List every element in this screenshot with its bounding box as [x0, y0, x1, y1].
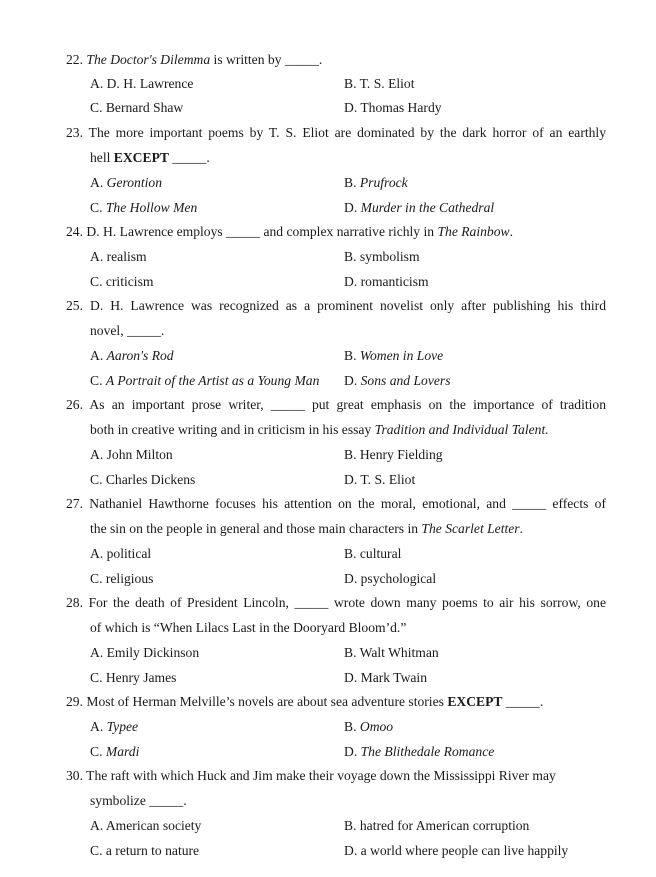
question-22-option-b [344, 76, 415, 92]
question-26-option-d [344, 472, 415, 488]
question-number: 25. [66, 298, 83, 313]
text-run: the sin on the people in general and those main characters in [90, 521, 422, 536]
text-run: A. American society [90, 818, 202, 833]
text-run: A. [90, 719, 107, 734]
text-run: is written by _____. [210, 52, 323, 67]
text-run: both in creative writing and in criticism in his essay [90, 422, 375, 437]
question-22-option-d [344, 100, 442, 116]
text-run: A. Emily Dickinson [90, 645, 200, 660]
question-25-option-a [90, 348, 174, 364]
text-run: B. hatred for American corruption [344, 818, 530, 833]
question-23-option-b [344, 175, 408, 191]
text-run: B. symbolism [344, 249, 420, 264]
text-run: B. [344, 348, 360, 363]
question-27-option-d [344, 571, 436, 587]
question-23-text-line [90, 150, 606, 166]
text-run: . [509, 224, 513, 239]
text-run: D. romanticism [344, 274, 429, 289]
text-run: C. a return to nature [90, 843, 200, 858]
text-run: B. T. S. Eliot [344, 76, 415, 91]
text-run: C. Henry James [90, 670, 177, 685]
text-run: C. [90, 373, 106, 388]
question-25-option-d [344, 373, 451, 389]
question-23-option-c [90, 200, 197, 216]
question-30-option-d [344, 843, 568, 859]
text-run: For the death of President Lincoln, _____ wrote down many poems to air his sorrow, one [88, 595, 606, 610]
text-run: _____. [502, 694, 544, 709]
text-run: Typee [106, 719, 139, 734]
text-run: hell [90, 150, 114, 165]
question-25-text-line [66, 298, 606, 314]
text-run: Most of Herman Melville’s novels are about sea adventure stories [86, 694, 448, 709]
text-run: . [519, 521, 523, 536]
text-run: D. a world where people can live happily [344, 843, 569, 858]
question-22-option-a [90, 76, 193, 92]
question-29-option-b [344, 719, 393, 735]
text-run: C. [90, 744, 106, 759]
question-25-option-c [90, 373, 319, 389]
question-number: 24. [66, 224, 83, 239]
question-29-option-a [90, 719, 138, 735]
question-26-option-a [90, 447, 173, 463]
text-run: D. [344, 744, 361, 759]
question-29-text-line [66, 694, 606, 710]
question-22-text-line [66, 52, 606, 68]
text-run: symbolize _____. [90, 793, 187, 808]
text-run: EXCEPT [447, 694, 503, 709]
text-run: D. Mark Twain [344, 670, 427, 685]
text-run: D. T. S. Eliot [344, 472, 416, 487]
question-24-text-line [66, 224, 606, 240]
text-run: A Portrait of the Artist as a Young Man [105, 373, 320, 388]
text-run: Aaron's Rod [106, 348, 174, 363]
question-27-option-c [90, 571, 153, 587]
question-23-text-line [66, 125, 606, 141]
text-run: C. religious [90, 571, 154, 586]
text-run: B. [344, 175, 360, 190]
text-run: A. realism [90, 249, 147, 264]
question-26-text-line [66, 397, 606, 413]
text-run: D. H. Lawrence was recognized as a prominent novelist only after publishing his third [90, 298, 606, 313]
question-24-option-b [344, 249, 420, 265]
text-run: Women in Love [359, 348, 444, 363]
question-28-option-d [344, 670, 427, 686]
question-27-option-b [344, 546, 401, 562]
text-run: D. [344, 200, 361, 215]
question-number: 23. [66, 125, 83, 140]
text-run: Tradition and Individual Talent. [374, 422, 549, 437]
text-run: The Rainbow [437, 224, 510, 239]
question-25-text-line [90, 323, 606, 339]
question-27-text-line [90, 521, 606, 537]
question-29-option-d [344, 744, 494, 760]
text-run: The raft with which Huck and Jim make their voyage down the Mississippi River may [86, 768, 556, 783]
text-run: C. Charles Dickens [90, 472, 196, 487]
text-run: The Doctor's Dilemma [86, 52, 211, 67]
question-number: 30. [66, 768, 83, 783]
text-run: B. Walt Whitman [344, 645, 439, 660]
question-26-text-line [90, 422, 606, 438]
text-run: The Blithedale Romance [360, 744, 495, 759]
question-28-option-c [90, 670, 176, 686]
question-number: 29. [66, 694, 83, 709]
text-run: B. cultural [344, 546, 402, 561]
question-24-option-d [344, 274, 429, 290]
text-run: Sons and Lovers [360, 373, 451, 388]
text-run: A. political [90, 546, 152, 561]
text-run: D. H. Lawrence employs _____ and complex narrative richly in [86, 224, 438, 239]
text-run: EXCEPT [113, 150, 169, 165]
text-run: novel, _____. [90, 323, 165, 338]
question-29-option-c [90, 744, 139, 760]
text-run: A. [90, 348, 107, 363]
question-24-option-a [90, 249, 147, 265]
text-run: Prufrock [359, 175, 408, 190]
text-run: D. psychological [344, 571, 437, 586]
question-27-text-line [66, 496, 606, 512]
question-26-option-c [90, 472, 195, 488]
question-22-option-c [90, 100, 183, 116]
question-28-option-b [344, 645, 439, 661]
text-run: As an important prose writer, _____ put great emphasis on the importance of tradition [89, 397, 606, 412]
text-run: A. [90, 175, 107, 190]
question-24-option-c [90, 274, 153, 290]
text-run: The Scarlet Letter [421, 521, 520, 536]
question-23-option-a [90, 175, 162, 191]
text-run: D. [344, 373, 361, 388]
question-30-text-line [66, 768, 606, 784]
question-28-text-line [90, 620, 606, 636]
text-run: D. Thomas Hardy [344, 100, 442, 115]
text-run: Gerontion [106, 175, 163, 190]
text-run: Nathaniel Hawthorne focuses his attention on the moral, emotional, and _____ effects of [89, 496, 606, 511]
question-26-option-b [344, 447, 443, 463]
text-run: Murder in the Cathedral [360, 200, 495, 215]
text-run: of which is “When Lilacs Last in the Dooryard Bloom’d.” [90, 620, 407, 635]
text-run: The more important poems by T. S. Eliot are dominated by the dark horror of an earthly [88, 125, 606, 140]
text-run: A. John Milton [90, 447, 173, 462]
question-23-option-d [344, 200, 494, 216]
text-run: Omoo [359, 719, 394, 734]
question-30-option-c [90, 843, 199, 859]
question-number: 27. [66, 496, 83, 511]
text-run: C. [90, 200, 106, 215]
question-28-text-line [66, 595, 606, 611]
question-number: 28. [66, 595, 83, 610]
question-number: 22. [66, 52, 83, 67]
text-run: A. D. H. Lawrence [90, 76, 194, 91]
text-run: _____. [168, 150, 210, 165]
question-28-option-a [90, 645, 199, 661]
text-run: C. Bernard Shaw [90, 100, 184, 115]
text-run: C. criticism [90, 274, 154, 289]
text-run: B. Henry Fielding [344, 447, 443, 462]
question-30-option-a [90, 818, 201, 834]
question-25-option-b [344, 348, 443, 364]
question-27-option-a [90, 546, 151, 562]
question-number: 26. [66, 397, 83, 412]
question-30-option-b [344, 818, 529, 834]
question-30-text-line [90, 793, 606, 809]
text-run: The Hollow Men [105, 200, 198, 215]
text-run: Mardi [105, 744, 140, 759]
text-run: B. [344, 719, 360, 734]
